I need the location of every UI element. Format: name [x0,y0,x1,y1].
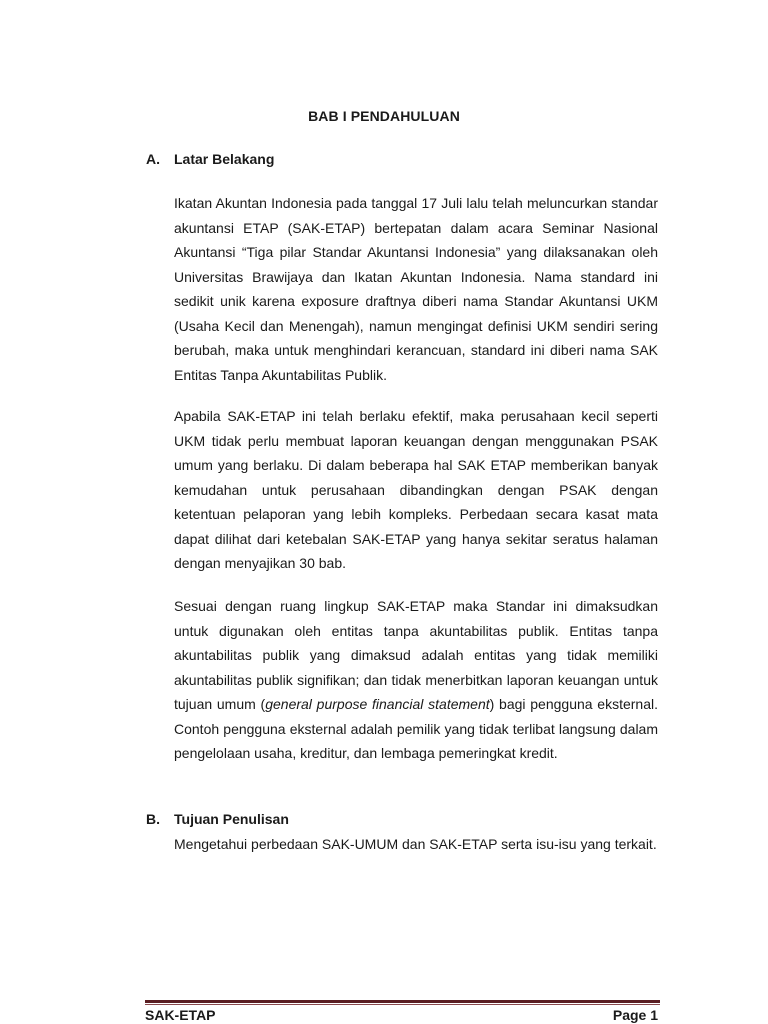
section-title: Latar Belakang [174,151,275,167]
paragraph-4: Mengetahui perbedaan SAK-UMUM dan SAK-ETAP serta isu-isu yang terkait. [174,836,657,852]
footer-divider-thick [145,1000,660,1003]
section-letter: A. [146,151,160,167]
paragraph-3-text-a: Sesuai dengan ruang lingkup SAK-ETAP maka Standar ini dimaksudkan untuk digunakan oleh entitas tanpa akuntabilitas publik. Entitas tanpa akuntabilitas publik yang dimaksud adalah entitas yang tidak memiliki akuntabilitas publik signifikan; dan tidak menerbitkan laporan keuangan untuk tujuan umum ( [174,598,658,712]
paragraph-3-text-b: ) bagi pengguna eksternal. Contoh pengguna eksternal adalah pemilik yang tidak terlibat langsung dalam pengelolaan usaha, kreditur, dan lembaga pemeringkat kredit. [174,696,658,761]
section-title: Tujuan Penulisan [174,811,289,827]
section-heading-b [146,811,289,827]
paragraph-3 [174,594,658,766]
footer-divider-thin [145,1004,660,1005]
section-letter: B. [146,811,160,827]
footer-document-name: SAK-ETAP [145,1007,216,1023]
paragraph-1: Ikatan Akuntan Indonesia pada tanggal 17 Juli lalu telah meluncurkan standar akuntansi ETAP (SAK-ETAP) bertepatan dalam acara Seminar Nasional Akuntansi “Tiga pilar Standar Akuntansi Indonesia” yang dilaksanakan oleh Universitas Brawijaya dan Ikatan Akuntan Indonesia. Nama standard ini sedikit unik karena exposure draftnya diberi nama Standar Akuntansi UKM (Usaha Kecil dan Menengah), namun mengingat definisi UKM sendiri sering berubah, maka untuk menghindari kerancuan, standard ini diberi nama SAK Entitas Tanpa Akuntabilitas Publik. [174,195,658,383]
section-heading-a [146,151,274,167]
paragraph-2: Apabila SAK-ETAP ini telah berlaku efektif, maka perusahaan kecil seperti UKM tidak perlu membuat laporan keuangan dengan menggunakan PSAK umum yang berlaku. Di dalam beberapa hal SAK ETAP memberikan banyak kemudahan untuk perusahaan dibandingkan dengan PSAK dengan ketentuan pelaporan yang lebih kompleks. Perbedaan secara kasat mata dapat dilihat dari ketebalan SAK-ETAP yang hanya sekitar seratus halaman dengan menyajikan 30 bab. [174,408,658,571]
footer-page-number: Page 1 [612,1007,658,1023]
chapter-title: BAB I PENDAHULUAN [308,108,460,124]
paragraph-3-italic: general purpose financial statement [265,696,490,712]
